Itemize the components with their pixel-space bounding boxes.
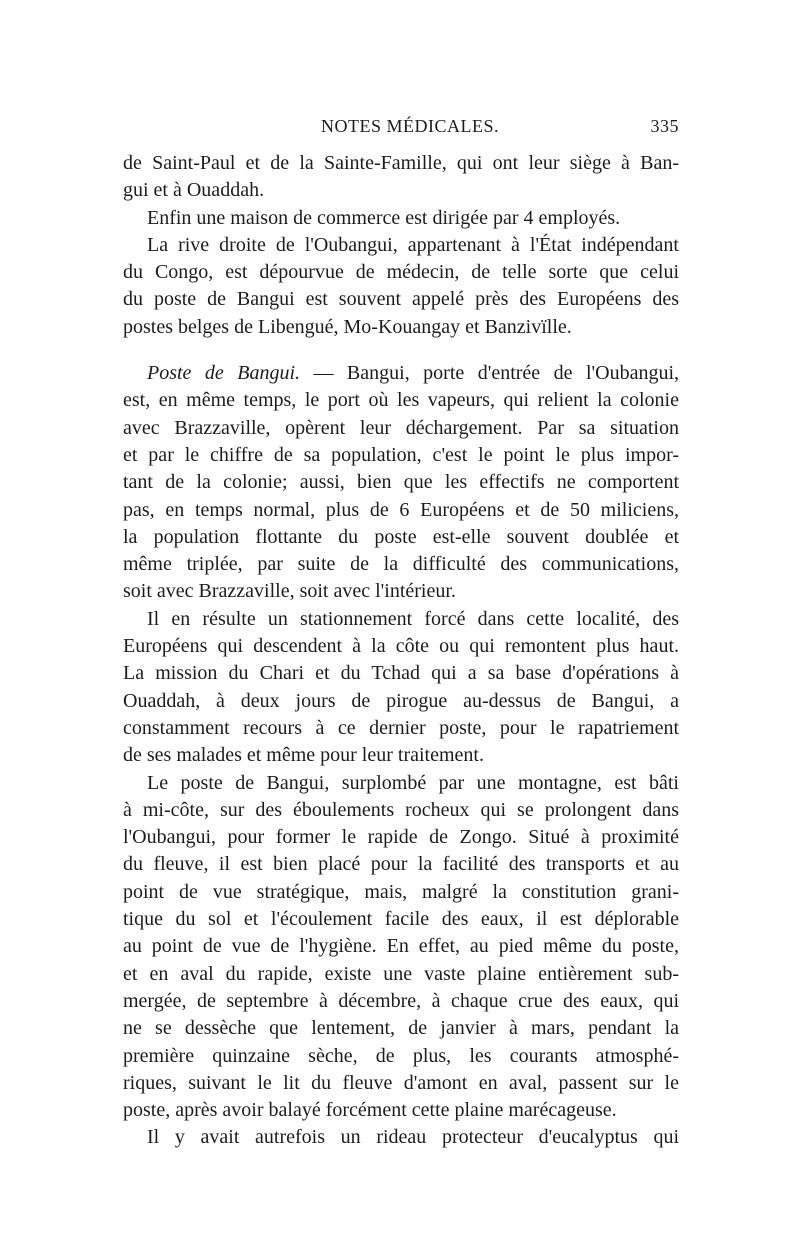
- section-spacer: [123, 341, 679, 360]
- text-line: est, en même temps, le port où les vapeurs, qui relient la colonie: [123, 389, 679, 412]
- running-title: NOTES MÉDICALES.: [321, 116, 499, 136]
- text-line: de ses malades et même pour leur traitement.: [123, 744, 484, 767]
- text-line: pas, en temps normal, plus de 6 Européens et de 50 miliciens,: [123, 498, 679, 521]
- body-text: [123, 150, 679, 1152]
- text-line: Le poste de Bangui, surplombé par une montagne, est bâti: [147, 771, 679, 794]
- text-line: de Saint-Paul et de la Sainte-Famille, qui ont leur siège à Ban-: [123, 152, 679, 174]
- text-line: poste, après avoir balayé forcément cette plaine marécageuse.: [123, 1099, 617, 1122]
- text-line: La rive droite de l'Oubangui, appartenant à l'État indépendant: [147, 233, 679, 256]
- text-line: gui et à Ouaddah.: [123, 179, 265, 202]
- text-line: même triplée, par suite de la difficulté des communications,: [123, 553, 679, 576]
- text-line: première quinzaine sèche, de plus, les courants atmosphé-: [123, 1044, 679, 1067]
- text-line: au point de vue de l'hygiène. En effet, au pied même du poste,: [123, 935, 679, 958]
- paragraph: [123, 606, 679, 770]
- section-title: Poste de Bangui.: [147, 362, 301, 385]
- text-line: du Congo, est dépourvue de médecin, de telle sorte que celui: [123, 261, 679, 284]
- text-line: du poste de Bangui est souvent appelé près des Européens des: [123, 288, 679, 311]
- text-line: constamment recours à ce dernier poste, pour le rapatriement: [123, 716, 679, 739]
- text-line: Il y avait autrefois un rideau protecteur d'eucalyptus qui: [147, 1126, 679, 1149]
- text-line: et par le chiffre de sa population, c'est le point le plus impor-: [123, 443, 679, 466]
- text-line: Il en résulte un stationnement forcé dans cette localité, des: [147, 607, 679, 630]
- text-line: à mi-côte, sur des éboulements rocheux qui se prolongent dans: [123, 798, 679, 821]
- paragraph: [123, 232, 679, 341]
- paragraph: [123, 360, 679, 606]
- page-number: 335: [650, 116, 679, 136]
- text-line: la population flottante du poste est-elle souvent doublée et: [123, 525, 679, 548]
- text-line: [123, 360, 679, 387]
- text-line: avec Brazzaville, opèrent leur déchargement. Par sa situation: [123, 416, 679, 439]
- paragraph: [123, 1124, 679, 1151]
- paragraph: [123, 770, 679, 1125]
- text-line: tique du sol et l'écoulement facile des eaux, il est déplorable: [123, 908, 679, 931]
- text-line: Ouaddah, à deux jours de pirogue au-dessus de Bangui, a: [123, 689, 679, 712]
- paragraph: [123, 150, 679, 205]
- paragraph: [123, 205, 679, 232]
- text-line: l'Oubangui, pour former le rapide de Zongo. Situé à proximité: [123, 826, 679, 849]
- text-line: soit avec Brazzaville, soit avec l'intérieur.: [123, 580, 456, 603]
- text-line: postes belges de Libengué, Mo-Kouangay et Banzivïlle.: [123, 315, 572, 338]
- text-line: et en aval du rapide, existe une vaste plaine entièrement sub-: [123, 962, 679, 985]
- text-line: tant de la colonie; aussi, bien que les effectifs ne comportent: [123, 471, 679, 494]
- text-run: — Bangui, porte d'entrée de l'Oubangui,: [300, 362, 679, 385]
- text-line: Européens qui descendent à la côte ou qui remontent plus haut.: [123, 635, 679, 658]
- text-line: mergée, de septembre à décembre, à chaque crue des eaux, qui: [123, 989, 679, 1012]
- text-line: point de vue stratégique, mais, malgré la constitution grani-: [123, 880, 679, 903]
- page-header: [123, 116, 679, 144]
- text-line: riques, suivant le lit du fleuve d'amont en aval, passent sur le: [123, 1071, 679, 1094]
- text-line: La mission du Chari et du Tchad qui a sa base d'opérations à: [123, 662, 679, 685]
- text-line: du fleuve, il est bien placé pour la facilité des transports et au: [123, 853, 679, 876]
- text-line: Enfin une maison de commerce est dirigée par 4 employés.: [147, 206, 621, 229]
- text-line: ne se dessèche que lentement, de janvier à mars, pendant la: [123, 1017, 679, 1040]
